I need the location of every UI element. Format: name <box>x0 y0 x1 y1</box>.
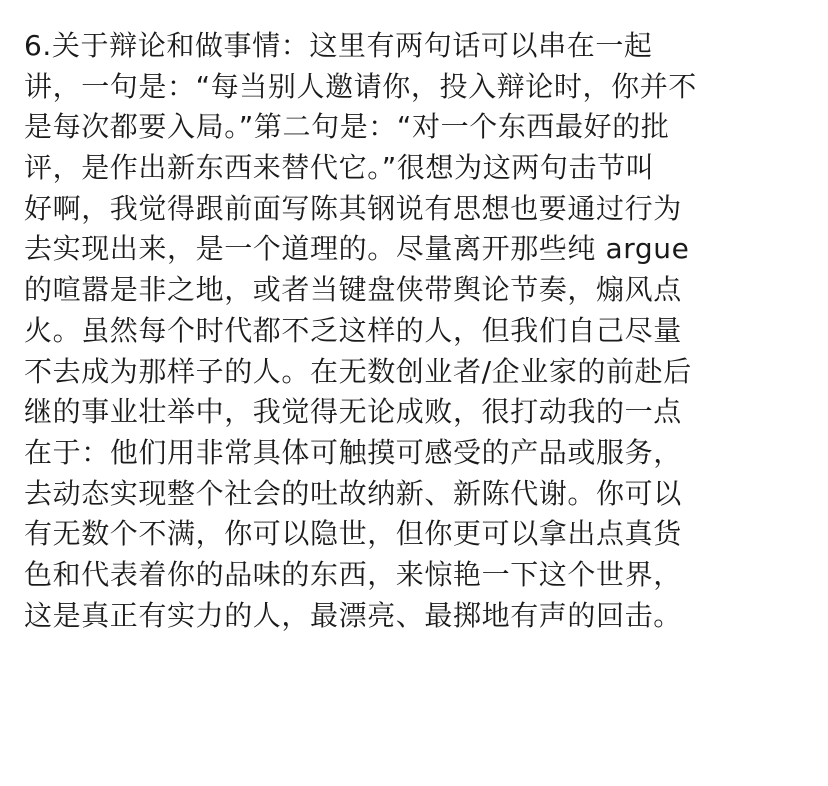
note-line-11: 在于：他们用非常具体可触摸可感受的产品或服务， <box>24 435 682 469</box>
note-line-4: 评，是作出新东西来替代它。”很想为这两句击节叫 <box>24 151 655 185</box>
note-line-1: 6.关于辩论和做事情：这里有两句话可以串在一起 <box>24 29 653 62</box>
note-line-8: 火。虽然每个时代都不乏这样的人，但我们自己尽量 <box>24 313 682 347</box>
note-text-block <box>24 26 814 636</box>
note-line-13: 有无数个不满，你可以隐世，但你更可以拿出点真货 <box>24 517 682 551</box>
note-line-10: 继的事业壮举中，我觉得无论成败，很打动我的一点 <box>24 395 682 429</box>
note-line-2: 讲，一句是：“每当别人邀请你，投入辩论时，你并不 <box>24 69 697 103</box>
note-line-6: 去实现出来，是一个道理的。尽量离开那些纯 argue <box>24 232 690 266</box>
note-line-3: 是每次都要入局。”第二句是：“对一个东西最好的批 <box>24 110 670 144</box>
note-line-9: 不去成为那样子的人。在无数创业者/企业家的前赴后 <box>24 354 692 388</box>
note-line-14: 色和代表着你的品味的东西，来惊艳一下这个世界， <box>24 557 682 591</box>
note-line-12: 去动态实现整个社会的吐故纳新、新陈代谢。你可以 <box>24 476 682 510</box>
note-line-5: 好啊，我觉得跟前面写陈其钢说有思想也要通过行为 <box>24 191 682 225</box>
note-line-15: 这是真正有实力的人，最漂亮、最掷地有声的回击。 <box>24 598 682 632</box>
note-line-7: 的喧嚣是非之地，或者当键盘侠带舆论节奏，煽风点 <box>24 273 682 307</box>
